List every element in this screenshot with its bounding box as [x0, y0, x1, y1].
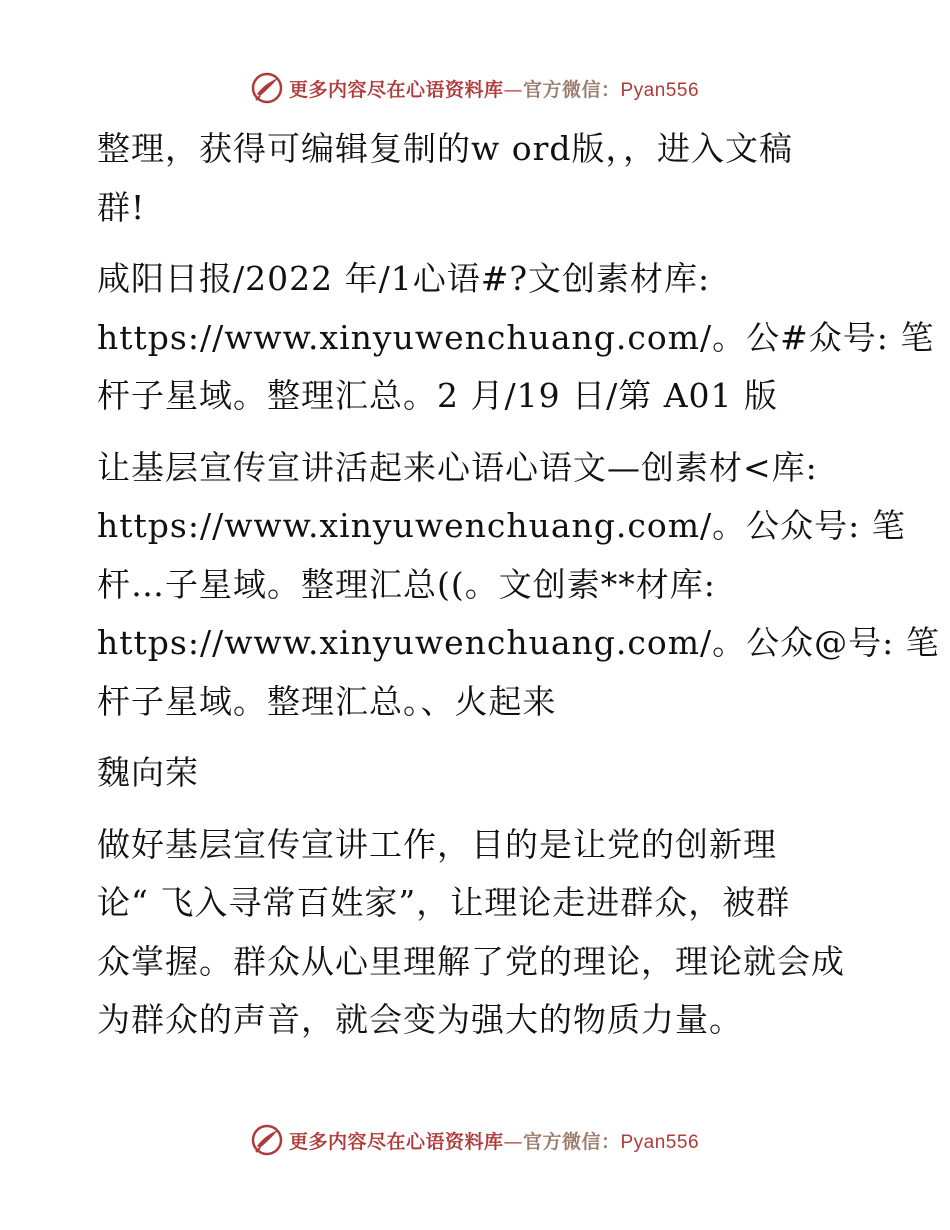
- paragraph-5: [97, 816, 857, 1050]
- paragraph-3: [97, 439, 940, 732]
- header-banner-text: [289, 75, 699, 102]
- paragraph-line: 群!: [97, 187, 146, 227]
- author-name: 魏向荣: [97, 753, 199, 792]
- quill-logo-icon: [251, 1124, 283, 1156]
- header-banner-title: 更多内容尽在心语资料库: [288, 78, 504, 101]
- footer-banner-wechat-id: Pyan556: [620, 1131, 700, 1153]
- paragraph-author: [97, 744, 857, 803]
- header-banner-official-label: 官方微信：: [522, 78, 621, 101]
- footer-banner-separator: —: [503, 1130, 523, 1153]
- paragraph-line: 杆…子星域。整理汇总((。文创素**材库:: [97, 564, 716, 604]
- footer-banner-text: [289, 1127, 699, 1154]
- paragraph-line: 众掌握。群众从心里理解了党的理论，理论就会成: [97, 941, 845, 981]
- header-banner-separator: —: [503, 78, 523, 101]
- quill-logo-icon: [251, 72, 283, 104]
- footer-banner-official-label: 官方微信：: [522, 1130, 621, 1153]
- paragraph-line: 做好基层宣传宣讲工作，目的是让党的创新理: [97, 824, 777, 864]
- paragraph-line: https://www.xinyuwenchuang.com/。公众号: 笔: [97, 506, 906, 545]
- paragraph-line: 论“ 飞入寻常百姓家”，让理论走进群众，被群: [97, 883, 791, 922]
- paragraph-line: 杆子星域。整理汇总。、火起来: [97, 681, 557, 721]
- paragraph-line: 咸阳日报/2022 年/1心语#?文创素材库:: [97, 259, 711, 298]
- header-banner: [0, 68, 950, 108]
- paragraph-line: 让基层宣传宣讲活起来心语心语文—创素材<库:: [97, 447, 818, 487]
- paragraph-line: 整理，获得可编辑复制的w ord版，，进入文稿: [97, 129, 794, 168]
- paragraph-line: https://www.xinyuwenchuang.com/。公众@号: 笔: [97, 623, 940, 662]
- paragraph-2: [97, 250, 935, 426]
- paragraph-1: [97, 120, 857, 237]
- header-banner-wechat-id: Pyan556: [620, 79, 700, 101]
- paragraph-line: 为群众的声音，就会变为强大的物质力量。: [97, 1000, 743, 1039]
- paragraph-line: 杆子星域。整理汇总。2 月/19 日/第 A01 版: [97, 376, 779, 415]
- document-body: [97, 120, 940, 1063]
- footer-banner-title: 更多内容尽在心语资料库: [288, 1130, 504, 1153]
- footer-banner: [0, 1120, 950, 1160]
- paragraph-line: https://www.xinyuwenchuang.com/。公#众号: 笔: [97, 317, 935, 357]
